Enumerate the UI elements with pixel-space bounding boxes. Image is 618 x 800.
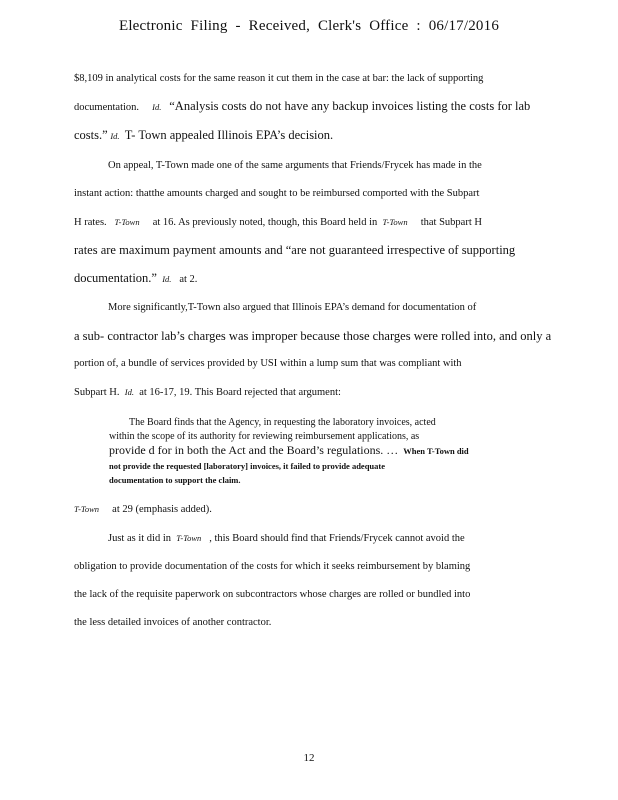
body-line: documentation.” Id. at 2. — [74, 271, 198, 285]
body-line: Just as it did in T-Town , this Board should find that Friends/Frycek cannot avoid the — [108, 533, 465, 544]
citation-line: T-Town at 29 (emphasis added). — [74, 504, 212, 515]
body-line: documentation. Id. “Analysis costs do not have any backup invoices listing the costs for lab — [74, 99, 531, 113]
quote-line: provide d for in both the Act and the Board’s regulations. … When T-Town did — [109, 443, 469, 457]
quote-line: within the scope of its authority for reviewing reimbursement applications, as — [109, 431, 420, 442]
body-line: instant action: thatthe amounts charged and sought to be reimbursed comported with the Subpart — [74, 188, 480, 199]
body-line: rates are maximum payment amounts and “are not guaranteed irrespective of supporting — [74, 243, 516, 257]
body-line: H rates. T-Town at 16. As previously noted, though, this Board held in T-Town that Subpart H — [74, 217, 482, 228]
body-line: costs.” Id. T- Town appealed Illinois EPA’s decision. — [74, 128, 334, 142]
page-number: 12 — [303, 752, 315, 764]
quote-line: not provide the requested [laboratory] invoices, it failed to provide adequate — [109, 461, 386, 471]
filing-header: Electronic Filing - Received, Clerk's Office : 06/17/2016 — [118, 18, 500, 34]
body-line: the less detailed invoices of another contractor. — [74, 617, 272, 628]
body-line: portion of, a bundle of services provided by USI within a lump sum that was compliant with — [74, 358, 462, 369]
body-line: a sub- contractor lab’s charges was improper because those charges were rolled into, and only a — [74, 329, 552, 343]
quote-line: The Board finds that the Agency, in requesting the laboratory invoices, acted — [129, 417, 436, 428]
body-line: On appeal, T-Town made one of the same arguments that Friends/Frycek has made in the — [108, 160, 482, 171]
body-line: the lack of the requisite paperwork on subcontractors whose charges are rolled or bundled into — [74, 589, 471, 600]
body-line: $8,109 in analytical costs for the same reason it cut them in the case at bar: the lack of supporting — [74, 73, 484, 84]
body-line: More significantly,T-Town also argued that Illinois EPA’s demand for documentation of — [108, 302, 477, 313]
body-line: obligation to provide documentation of the costs for which it seeks reimbursement by blaming — [74, 561, 471, 572]
quote-line: documentation to support the claim. — [109, 475, 241, 485]
body-line: Subpart H. Id. at 16-17, 19. This Board rejected that argument: — [74, 387, 341, 398]
